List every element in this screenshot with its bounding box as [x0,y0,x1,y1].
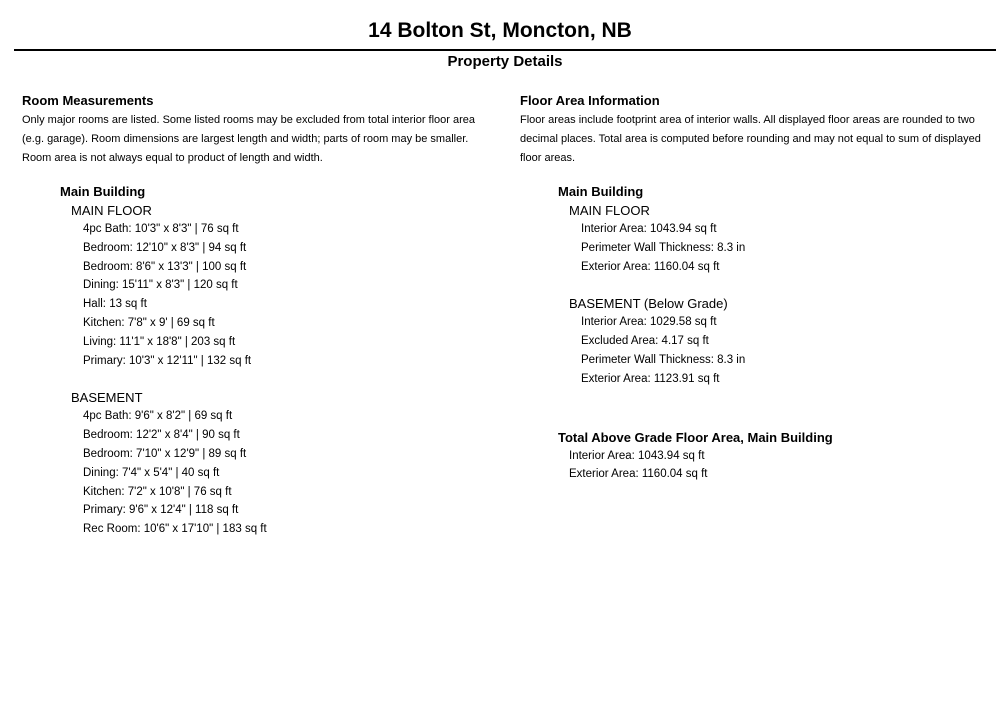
floor-area-note: Floor areas include footprint area of interior walls. All displayed floor areas are rounded to two decimal places. Total area is computed before rounding and may not equal to sum of displayed floor areas. [520,114,981,164]
total-area-heading: Total Above Grade Floor Area, Main Building [558,429,833,445]
room-line: 4pc Bath: 10'3" x 8'3" | 76 sq ft [83,223,239,235]
room-basement-label: BASEMENT [71,390,143,406]
room-line: Living: 11'1" x 18'8" | 203 sq ft [83,335,236,348]
total-area-block [558,428,998,485]
floor-area-heading: Floor Area Information [520,93,660,108]
room-line: 4pc Bath: 9'6" x 8'2" | 69 sq ft [83,410,233,423]
area-basement-label: BASEMENT (Below Grade) [569,296,728,312]
room-measurements-section [22,92,497,539]
area-main-floor-label: MAIN FLOOR [569,203,650,218]
room-measurements-heading: Room Measurements [22,93,154,108]
area-line: Excluded Area: 4.17 sq ft [581,335,709,348]
room-line: Kitchen: 7'2" x 10'8" | 76 sq ft [83,485,232,498]
room-line: Dining: 7'4" x 5'4" | 40 sq ft [83,466,220,479]
room-measurements-note: Only major rooms are listed. Some listed rooms may be excluded from total interior floor area (e.g. garage). Room dimensions are largest length and width; parts of room may be smaller. Room area is not always equal to product of length and width. [22,114,476,164]
room-line: Rec Room: 10'6" x 17'10" | 183 sq ft [83,523,267,536]
area-line: Perimeter Wall Thickness: 8.3 in [581,241,746,254]
total-interior-area: Interior Area: 1043.94 sq ft [569,449,705,462]
page-title: 14 Bolton St, Moncton, NB [368,19,632,42]
room-line: Bedroom: 8'6" x 13'3" | 100 sq ft [83,260,247,273]
area-line: Exterior Area: 1123.91 sq ft [581,372,720,385]
room-line: Bedroom: 12'2" x 8'4" | 90 sq ft [83,429,240,442]
room-main-floor-label: MAIN FLOOR [71,203,152,218]
room-line: Bedroom: 7'10" x 12'9" | 89 sq ft [83,447,247,460]
room-line: Kitchen: 7'8" x 9' | 69 sq ft [83,316,215,329]
header-divider [14,49,996,51]
page-subtitle: Property Details [447,53,563,70]
room-building-block [60,182,497,539]
room-building-name: Main Building [60,184,146,199]
room-line: Primary: 9'6" x 12'4" | 118 sq ft [83,504,239,517]
total-exterior-area: Exterior Area: 1160.04 sq ft [569,468,708,481]
area-line: Interior Area: 1029.58 sq ft [581,316,717,329]
area-line: Interior Area: 1043.94 sq ft [581,223,717,235]
room-line: Hall: 13 sq ft [83,298,147,311]
room-line: Bedroom: 12'10" x 8'3" | 94 sq ft [83,241,247,254]
area-line: Exterior Area: 1160.04 sq ft [581,260,720,273]
floor-area-section [520,92,998,484]
room-line: Dining: 15'11" x 8'3" | 120 sq ft [83,279,238,292]
area-line: Perimeter Wall Thickness: 8.3 in [581,353,746,366]
area-building-block [558,182,998,484]
room-line: Primary: 10'3" x 12'11" | 132 sq ft [83,354,252,367]
area-building-name: Main Building [558,184,644,199]
